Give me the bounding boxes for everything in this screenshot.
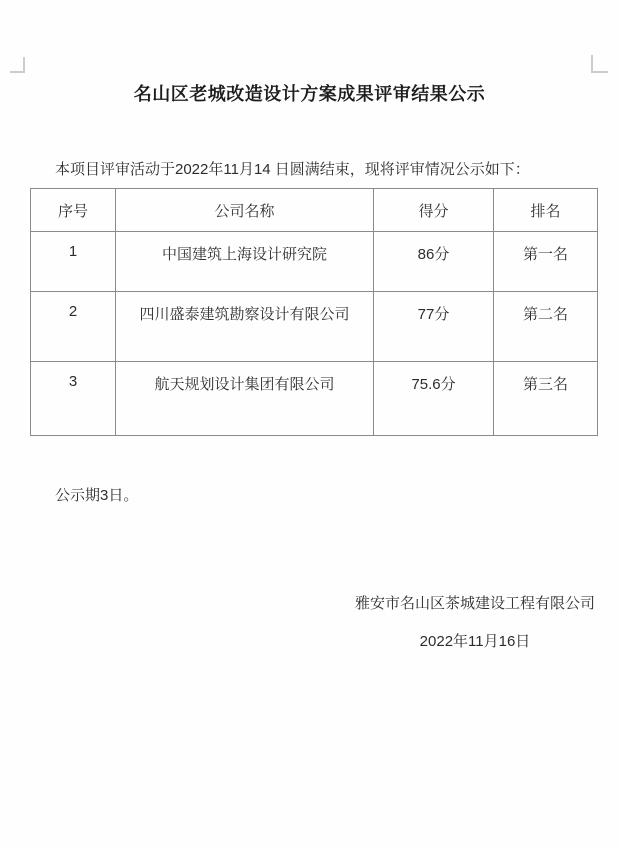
table-row (31, 232, 598, 292)
cell-score: 86分 (374, 232, 494, 292)
header-cell-serial: 序号 (31, 189, 116, 232)
cell-score: 75.6分 (374, 362, 494, 436)
cell-rank: 第三名 (494, 362, 598, 436)
table-header-row (31, 189, 598, 232)
cell-company: 航天规划设计集团有限公司 (116, 362, 374, 436)
results-table (30, 188, 598, 436)
cell-rank: 第一名 (494, 232, 598, 292)
header-cell-rank: 排名 (494, 189, 598, 232)
cell-company: 中国建筑上海设计研究院 (116, 232, 374, 292)
table-row (31, 362, 598, 436)
document-title: 名山区老城改造设计方案成果评审结果公示 (133, 84, 486, 104)
cell-serial: 2 (31, 292, 116, 362)
header-cell-score: 得分 (374, 189, 494, 232)
corner-mark-right-icon (591, 55, 608, 73)
signature-block (355, 594, 595, 652)
table-row (31, 292, 598, 362)
corner-mark-left-icon (10, 57, 25, 73)
header-cell-company: 公司名称 (116, 189, 374, 232)
cell-company: 四川盛泰建筑勘察设计有限公司 (116, 292, 374, 362)
intro-paragraph: 本项目评审活动于2022年11月14 日圆满结束，现将评审情况公示如下： (55, 161, 530, 178)
issuer-signature: 雅安市名山区茶城建设工程有限公司 (354, 595, 595, 612)
issue-date: 2022年11月16日 (419, 633, 531, 650)
notice-period: 公示期3日。 (55, 487, 139, 504)
cell-serial: 1 (31, 232, 116, 292)
cell-rank: 第二名 (494, 292, 598, 362)
cell-serial: 3 (31, 362, 116, 436)
cell-score: 77分 (374, 292, 494, 362)
